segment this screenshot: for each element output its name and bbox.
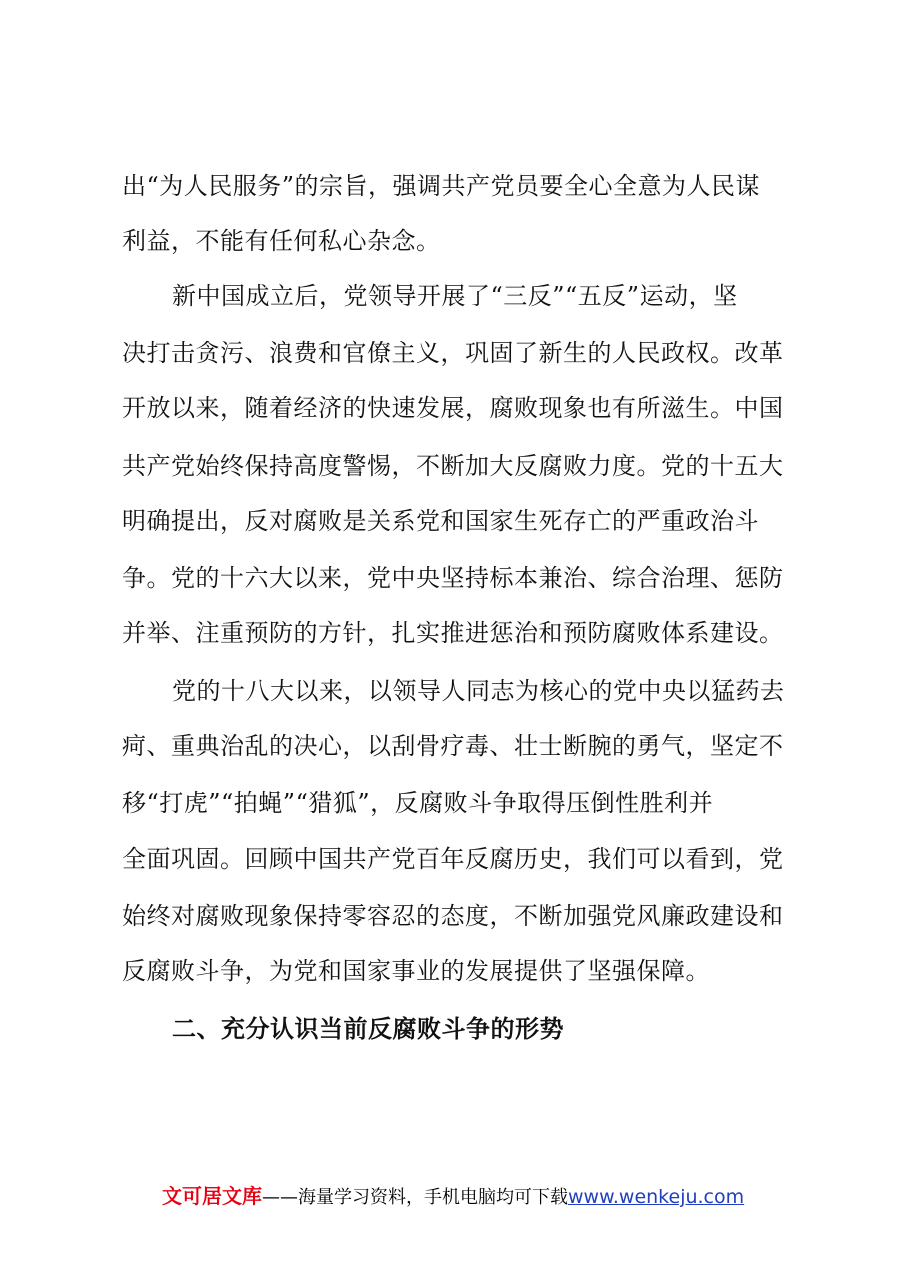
text-line: 移“打虎”“拍蝇”“猎狐”，反腐败斗争取得压倒性胜利并 — [122, 789, 714, 817]
section-heading: 二、充分认识当前反腐败斗争的形势 — [172, 1015, 564, 1043]
footer-brand: 文可居文库 — [162, 1184, 262, 1208]
text-line: 反腐败斗争，为党和国家事业的发展提供了坚强保障。 — [122, 957, 710, 985]
text-line: 共产党始终保持高度警惕，不断加大反腐败力度。党的十五大 — [122, 452, 784, 480]
text-line: 出“为人民服务”的宗旨，强调共产党员要全心全意为人民谋 — [122, 172, 761, 200]
text-line: 并举、注重预防的方针，扎实推进惩治和预防腐败体系建设。 — [122, 619, 784, 647]
text-line: 决打击贪污、浪费和官僚主义，巩固了新生的人民政权。改革 — [122, 339, 784, 367]
text-line: 利益，不能有任何私心杂念。 — [122, 227, 441, 255]
text-line: 全面巩固。回顾中国共产党百年反腐历史，我们可以看到，党 — [122, 845, 784, 873]
footer-link[interactable]: www.wenkeju.com — [568, 1186, 745, 1208]
footer-banner — [162, 1183, 744, 1211]
text-line: 始终对腐败现象保持零容忍的态度，不断加强党风廉政建设和 — [122, 902, 784, 930]
text-line: 新中国成立后，党领导开展了“三反”“五反”运动，坚 — [172, 282, 738, 310]
text-line: 开放以来，随着经济的快速发展，腐败现象也有所滋生。中国 — [122, 394, 784, 422]
text-line: 争。党的十六大以来，党中央坚持标本兼治、综合治理、惩防 — [122, 564, 784, 592]
text-line: 疴、重典治乱的决心，以刮骨疗毒、壮士断腕的勇气，坚定不 — [122, 732, 784, 760]
footer-tagline: ——海量学习资料，手机电脑均可下载 — [262, 1187, 568, 1208]
text-line: 明确提出，反对腐败是关系党和国家生死存亡的严重政治斗 — [122, 507, 759, 535]
text-line: 党的十八大以来，以领导人同志为核心的党中央以猛药去 — [172, 677, 785, 705]
